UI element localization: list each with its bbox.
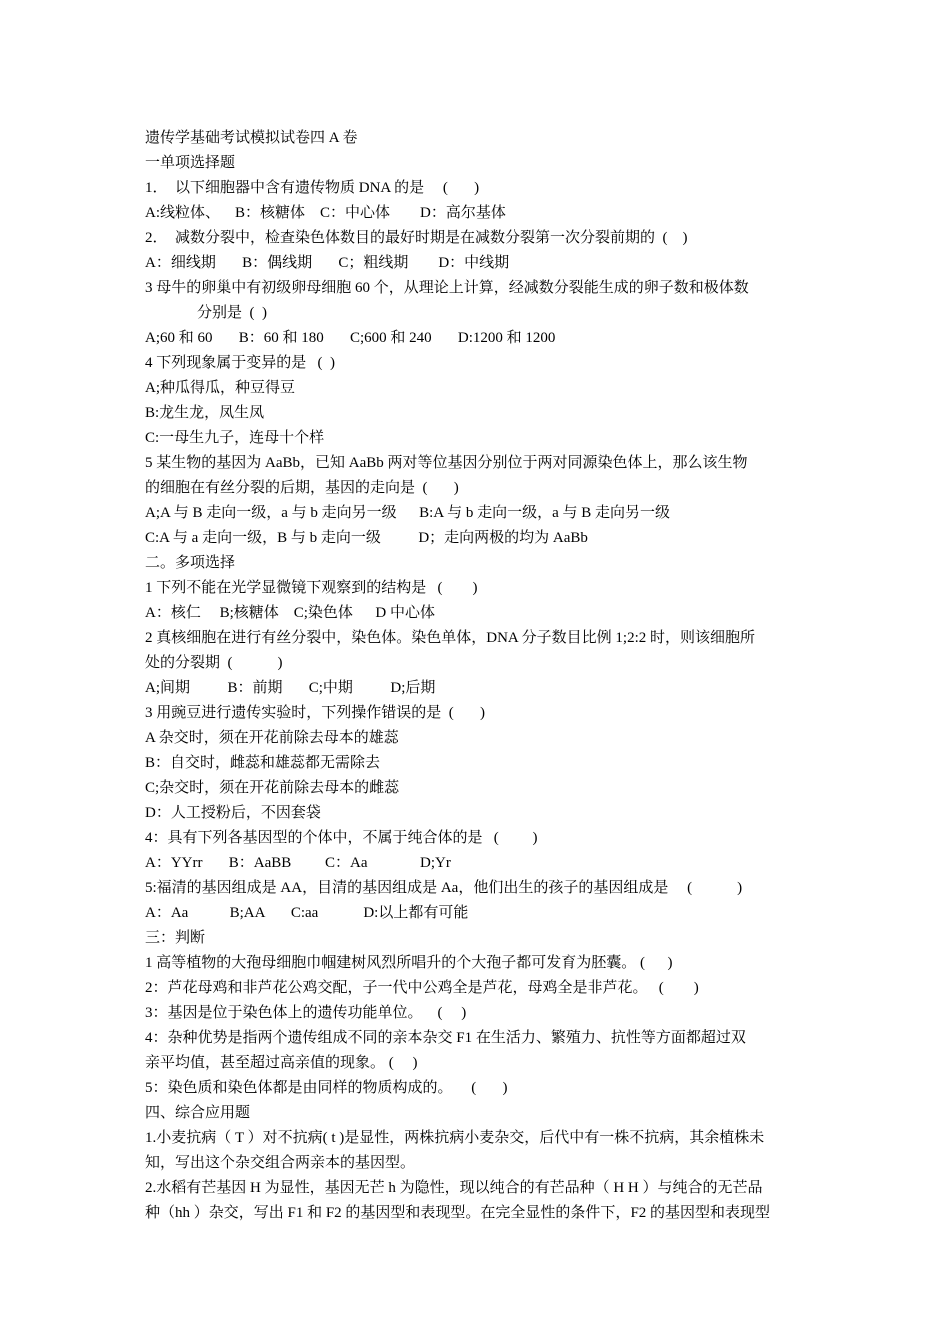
answer-option: D：人工授粉后，不因套袋 xyxy=(145,805,321,821)
exam-document xyxy=(145,126,810,1226)
answer-option: B：自交时，雌蕊和雄蕊都无需除去 xyxy=(145,755,381,771)
question-line: 5:福清的基因组成是 AA，目清的基因组成是 Aa，他们出生的孩子的基因组成是 ( ) xyxy=(145,880,743,896)
question-line: 1.小麦抗病（ T ）对不抗病( t )是显性，两株抗病小麦杂交，后代中有一株不抗病，其余植株未 xyxy=(145,1130,765,1146)
answer-options: A：细线期 B：偶线期 C；粗线期 D：中线期 xyxy=(145,255,510,271)
doc-title: 遗传学基础考试模拟试卷四 A 卷 xyxy=(145,130,358,146)
question-line: 2． 减数分裂中，检查染色体数目的最好时期是在减数分裂第一次分裂前期的 ( ) xyxy=(145,230,688,246)
answer-options: C:A 与 a 走向一级，B 与 b 走向一级 D；走向两极的均为 AaBb xyxy=(145,530,588,546)
answer-option: B:龙生龙，凤生凤 xyxy=(145,405,265,421)
question-line: 2.水稻有芒基因 H 为显性，基因无芒 h 为隐性，现以纯合的有芒品种（ H H ）与纯合的无芒品 xyxy=(145,1180,763,1196)
answer-option: C;杂交时，须在开花前除去母本的雌蕊 xyxy=(145,780,400,796)
answer-options: A：YYrr B：AaBB C：Aa D;Yr xyxy=(145,855,451,871)
question-line-continued: 分别是 ( ) xyxy=(197,305,267,321)
question-line: 5：染色质和染色体都是由同样的物质构成的。 ( ) xyxy=(145,1080,508,1096)
question-line: 2 真核细胞在进行有丝分裂中，染色体。染色单体，DNA 分子数目比例 1;2:2 时，则该细胞所 xyxy=(145,630,756,646)
question-line: 1． 以下细胞器中含有遗传物质 DNA 的是 ( ) xyxy=(145,180,480,196)
answer-options: A：Aa B;AA C:aa D:以上都有可能 xyxy=(145,905,469,921)
answer-options: A;间期 B：前期 C;中期 D;后期 xyxy=(145,680,436,696)
question-line: 3 母牛的卵巢中有初级卵母细胞 60 个，从理论上计算，经减数分裂能生成的卵子数和极体数 xyxy=(145,280,749,296)
answer-options: A;A 与 B 走向一级，a 与 b 走向另一级 B:A 与 b 走向一级，a 与 B 走向另一级 xyxy=(145,505,671,521)
answer-options: A;60 和 60 B：60 和 180 C;600 和 240 D:1200 和 1200 xyxy=(145,330,556,346)
question-line: 1 高等植物的大孢母细胞巾帼建树风烈所唱升的个大孢子都可发育为胚囊。 ( ) xyxy=(145,955,673,971)
section-heading-multiple-choice: 二。多项选择 xyxy=(145,555,236,571)
question-line-continued: 种（hh ）杂交，写出 F1 和 F2 的基因型和表现型。在完全显性的条件下，F2 的基因型和表现型 xyxy=(145,1205,771,1221)
question-line: 4 下列现象属于变异的是 ( ) xyxy=(145,355,335,371)
question-line: 5 某生物的基因为 AaBb，已知 AaBb 两对等位基因分别位于两对同源染色体上，那么该生物 xyxy=(145,455,748,471)
question-line: 3 用豌豆进行遗传实验时，下列操作错误的是 ( ) xyxy=(145,705,485,721)
question-line-continued: 的细胞在有丝分裂的后期，基因的走向是 ( ) xyxy=(145,480,459,496)
question-line: 2：芦花母鸡和非芦花公鸡交配，子一代中公鸡全是芦花，母鸡全是非芦花。 ( ) xyxy=(145,980,699,996)
question-line-continued: 亲平均值，甚至超过高亲值的现象。 ( ) xyxy=(145,1055,418,1071)
answer-option: C:一母生九子，连母十个样 xyxy=(145,430,325,446)
question-line-continued: 处的分裂期 ( ) xyxy=(145,655,283,671)
answer-options: A:线粒体、 B：核糖体 C：中心体 D：高尔基体 xyxy=(145,205,506,221)
answer-option: A 杂交时，须在开花前除去母本的雄蕊 xyxy=(145,730,399,746)
question-line: 4：具有下列各基因型的个体中，不属于纯合体的是 ( ) xyxy=(145,830,538,846)
question-line: 3：基因是位于染色体上的遗传功能单位。 ( ) xyxy=(145,1005,467,1021)
section-heading-application: 四、综合应用题 xyxy=(145,1105,251,1121)
answer-option: A;种瓜得瓜，种豆得豆 xyxy=(145,380,296,396)
question-line: 4：杂种优势是指两个遗传组成不同的亲本杂交 F1 在生活力、繁殖力、抗性等方面都超过双 xyxy=(145,1030,746,1046)
question-line-continued: 知，写出这个杂交组合两亲本的基因型。 xyxy=(145,1155,416,1171)
answer-options: A：核仁 B;核糖体 C;染色体 D 中心体 xyxy=(145,605,436,621)
section-heading-true-false: 三：判断 xyxy=(145,930,206,946)
question-line: 1 下列不能在光学显微镜下观察到的结构是 ( ) xyxy=(145,580,478,596)
section-heading-single-choice: 一单项选择题 xyxy=(145,155,236,171)
